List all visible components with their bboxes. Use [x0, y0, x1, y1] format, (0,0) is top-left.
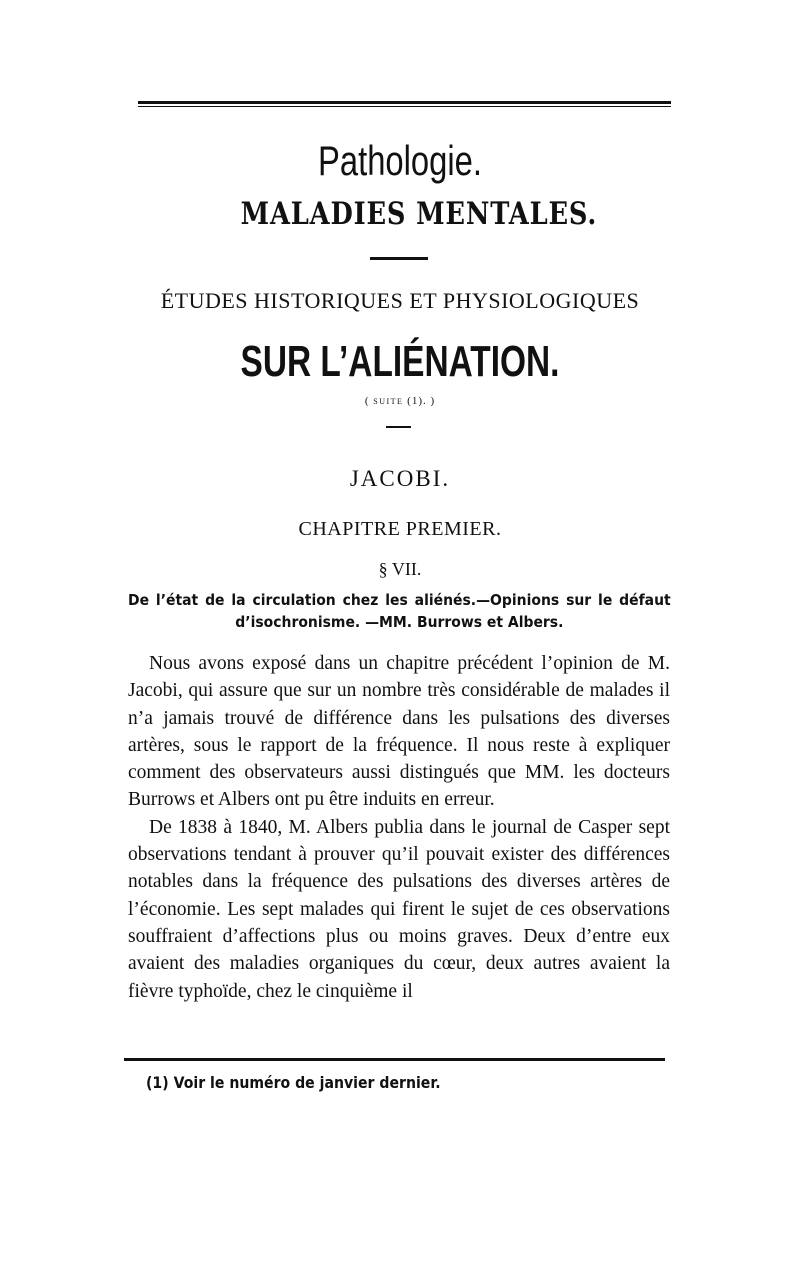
body-text [128, 650, 670, 1005]
subject-title: MALADIES MENTALES. [240, 196, 598, 232]
continuation-footnote-ref: (1). [403, 395, 427, 407]
section-title: Pathologie. [318, 137, 482, 184]
studies-title: ÉTUDES HISTORIQUES ET PHYSIOLOGIQUES [160, 288, 640, 313]
main-title: SUR L’ALIÉNATION. [240, 337, 560, 386]
continuation-close: ) [426, 395, 436, 407]
title-separator-rule [370, 257, 428, 260]
continuation-word: SUITE [373, 397, 404, 406]
continuation-note [0, 393, 800, 410]
header-rule-thick [138, 101, 671, 104]
continuation-open: ( [364, 395, 374, 407]
short-separator-rule [386, 426, 411, 428]
header-rule-thin [138, 106, 671, 107]
section-summary [128, 589, 671, 633]
footnote-rule [124, 1058, 665, 1061]
summary-line: d’isochronisme. —MM. Burrows et Albers. [235, 613, 564, 631]
summary-line: De l’état de la circulation chez les aliénés.—Opinions sur le défaut [128, 591, 671, 609]
author-heading: JACOBI. [349, 466, 451, 491]
body-paragraph: Nous avons exposé dans un chapitre précédent l’opinion de M. Jacobi, qui assure que sur un nombre très considérable de malades il n’a jamais trouvé de différence dans les pulsations des diverses artères, sous le rapport de la fréquence. Il nous reste à expliquer comment des observateurs aussi distingués que MM. les docteurs Burrows et Albers ont pu être induits en erreur. [128, 653, 670, 811]
footnote: (1) Voir le numéro de janvier dernier. [146, 1073, 441, 1092]
paragraph-number: § VII. [378, 559, 422, 579]
chapter-title: CHAPITRE PREMIER. [298, 518, 502, 540]
body-paragraph: De 1838 à 1840, M. Albers publia dans le journal de Casper sept observations tendant à prouver qu’il pouvait exister des différences notables dans la fréquence des pulsations des diverses artères de l’économie. Les sept malades qui firent le sujet de ces observations souffraient d’affections plus ou moins graves. Deux d’entre eux avaient des maladies organiques du cœur, deux autres avaient la fièvre typhoïde, chez le cinquième il [128, 816, 670, 1002]
